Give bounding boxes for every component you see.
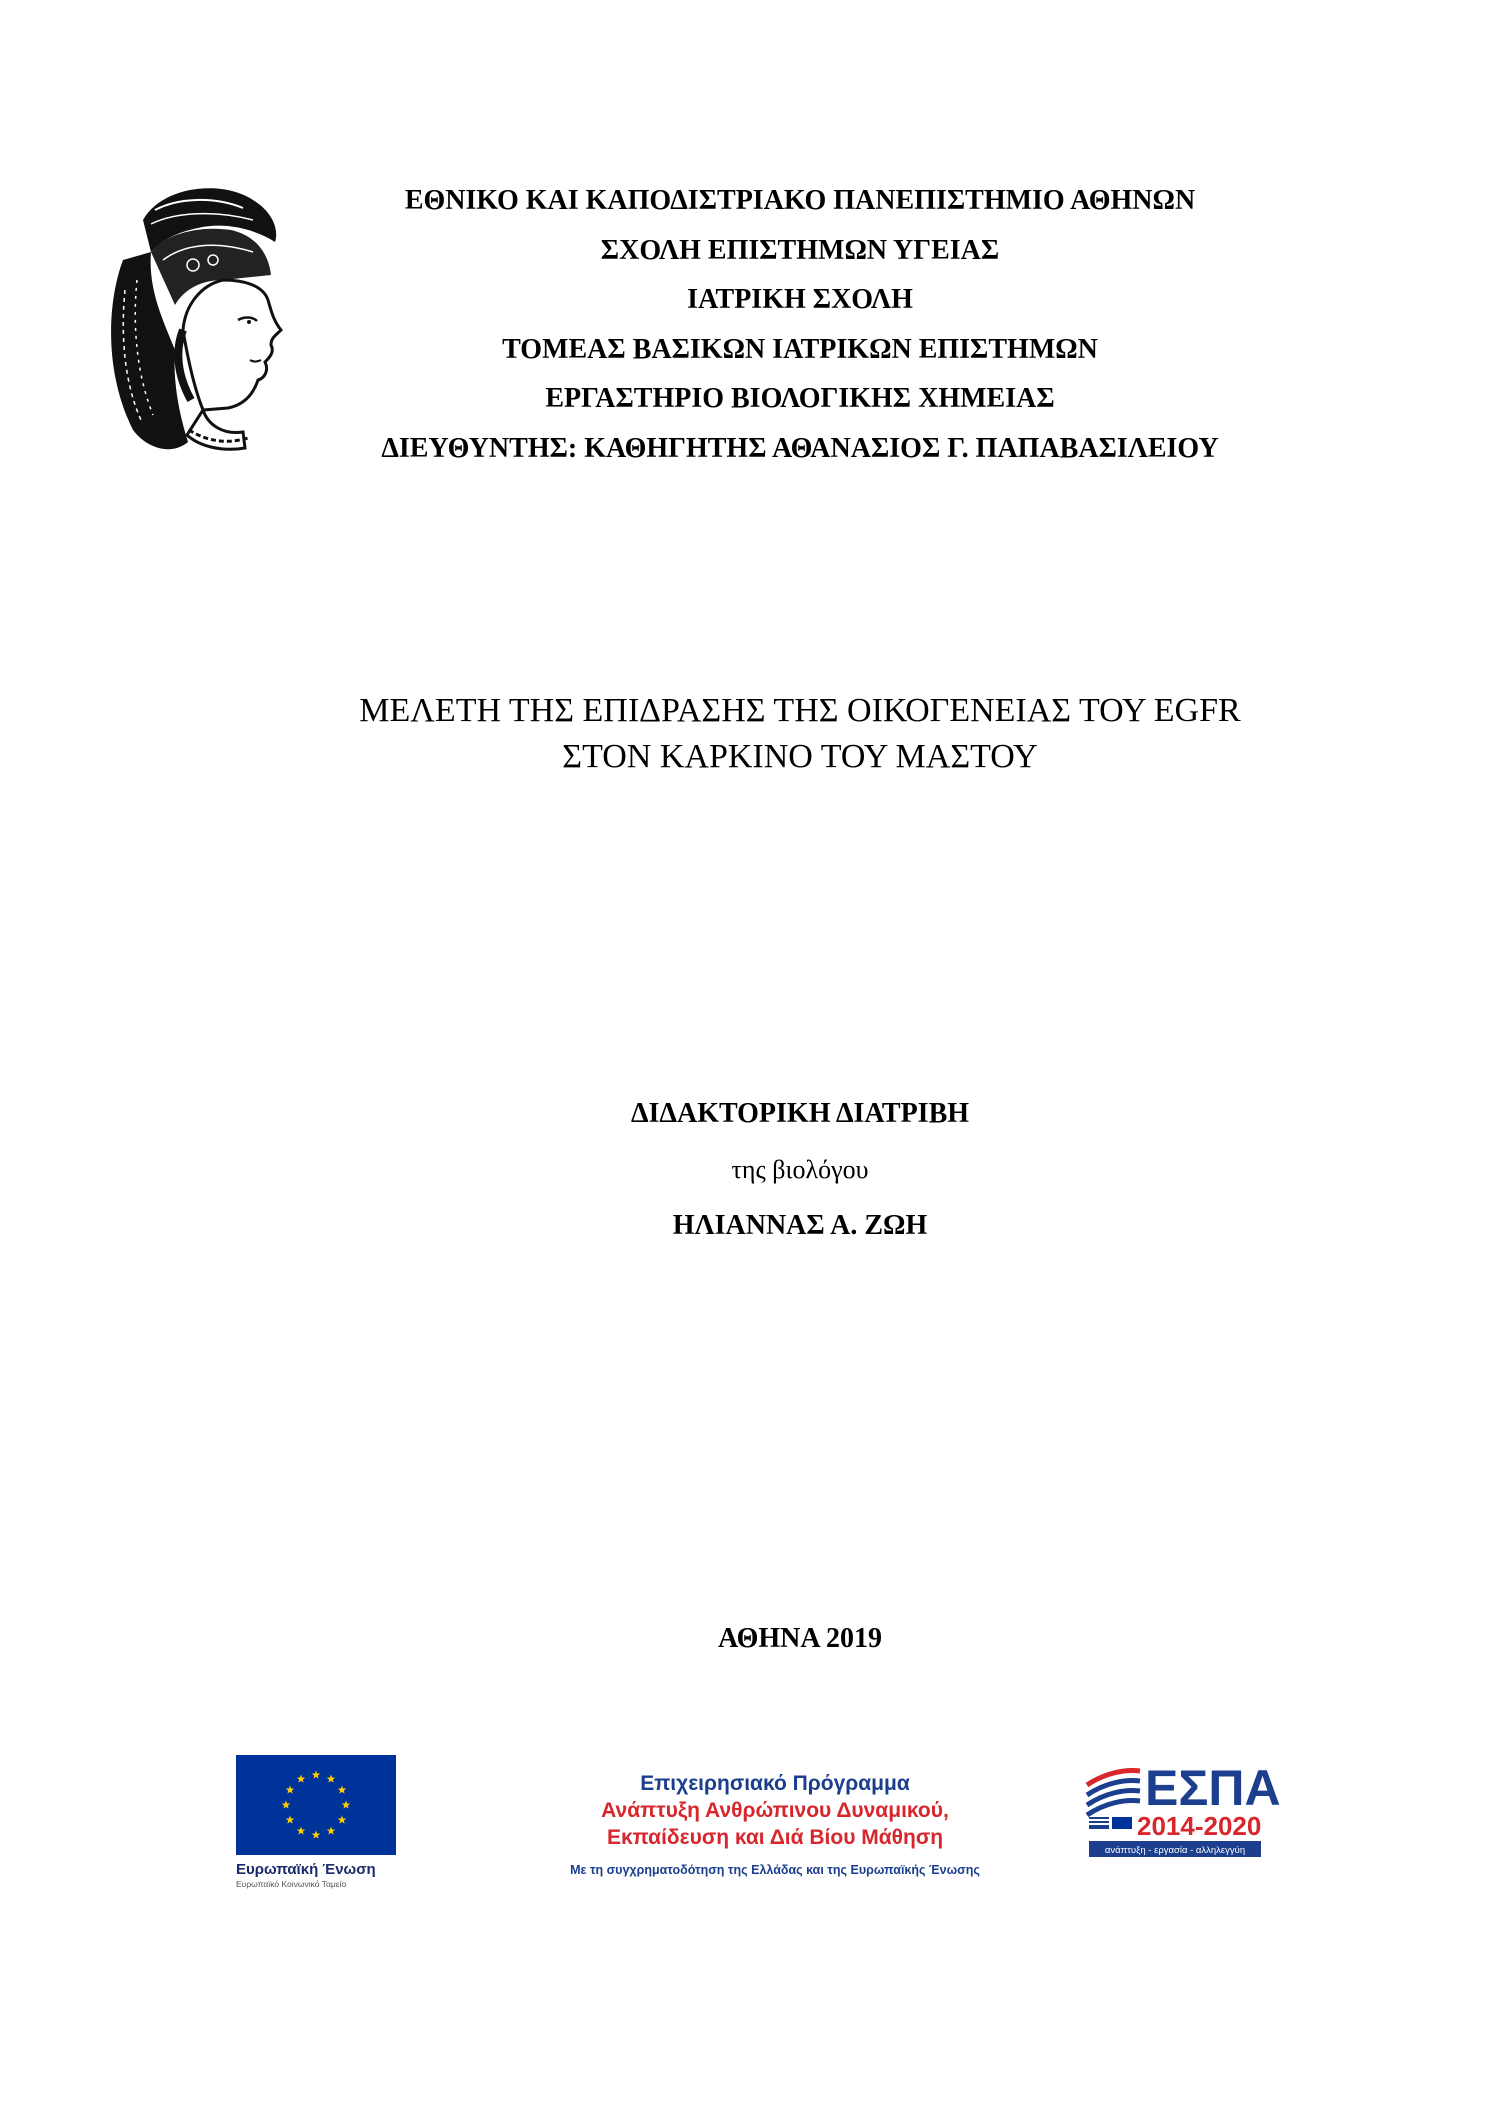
programme-cofunding-note: Με τη συγχρηματοδότηση της Ελλάδας και της Ευρωπαϊκής Ένωσης xyxy=(570,1863,980,1877)
author-role: της βιολόγου xyxy=(731,1155,869,1184)
espa-years: 2014-2020 xyxy=(1137,1811,1262,1841)
thesis-type: ΔΙΔΑΚΤΟΡΙΚΗ ΔΙΑΤΡΙΒΗ xyxy=(630,1098,970,1129)
eu-fund-name: Ευρωπαϊκό Κοινωνικό Ταμείο xyxy=(236,1879,347,1889)
laboratory-name: ΕΡΓΑΣΤΗΡΙΟ ΒΙΟΛΟΓΙΚΗΣ ΧΗΜΕΙΑΣ xyxy=(545,383,1055,414)
espa-tagline: ανάπτυξη - εργασία - αλληλεγγύη xyxy=(1104,1845,1246,1856)
author-name: ΗΛΙΑΝΝΑΣ Α. ΖΩΗ xyxy=(672,1210,928,1241)
faculty-name: ΙΑΤΡΙΚΗ ΣΧΟΛΗ xyxy=(687,284,913,315)
athena-head-icon xyxy=(103,180,286,460)
programme-line-3: Εκπαίδευση και Διά Βίου Μάθηση xyxy=(606,1826,944,1849)
operational-programme-logo xyxy=(515,1770,1035,1877)
director-name: ΔΙΕΥΘΥΝΤΗΣ: ΚΑΘΗΓΗΤΗΣ ΑΘΑΝΑΣΙΟΣ Γ. ΠΑΠΑΒΑΣΙΛΕΙΟΥ xyxy=(381,432,1219,464)
thesis-title-line-1: ΜΕΛΕΤΗ ΤΗΣ ΕΠΙΔΡΑΣΗΣ ΤΗΣ ΟΙΚΟΓΕΝΕΙΑΣ ΤΟΥ EGFR xyxy=(359,692,1241,729)
eu-flag-icon xyxy=(236,1755,396,1855)
thesis-title-line-2: ΣΤΟΝ ΚΑΡΚΙΝΟ ΤΟΥ ΜΑΣΤΟΥ xyxy=(562,738,1038,775)
institution-header xyxy=(300,176,1300,473)
espa-swoosh-icon xyxy=(1087,1771,1140,1815)
espa-name: ΕΣΠΑ xyxy=(1145,1760,1281,1816)
thesis-title xyxy=(300,688,1300,780)
school-name: ΣΧΟΛΗ ΕΠΙΣΤΗΜΩΝ ΥΓΕΙΑΣ xyxy=(600,234,1000,266)
programme-line-1: Επιχειρησιακό Πρόγραμμα xyxy=(640,1772,910,1795)
eu-logo xyxy=(236,1755,396,1889)
espa-logo xyxy=(1085,1755,1281,1860)
programme-line-2: Ανάπτυξη Ανθρώπινου Δυναμικού, xyxy=(601,1799,949,1822)
department-name: ΤΟΜΕΑΣ ΒΑΣΙΚΩΝ ΙΑΤΡΙΚΩΝ ΕΠΙΣΤΗΜΩΝ xyxy=(502,333,1098,365)
eu-flag-small-icon xyxy=(1112,1817,1132,1829)
university-name: ΕΘΝΙΚΟ ΚΑΙ ΚΑΠΟΔΙΣΤΡΙΑΚΟ ΠΑΝΕΠΙΣΤΗΜΙΟ ΑΘΗΝΩΝ xyxy=(404,185,1196,216)
place-year: ΑΘΗΝΑ 2019 xyxy=(717,1623,883,1654)
eu-name: Ευρωπαϊκή Ένωση xyxy=(236,1861,376,1878)
